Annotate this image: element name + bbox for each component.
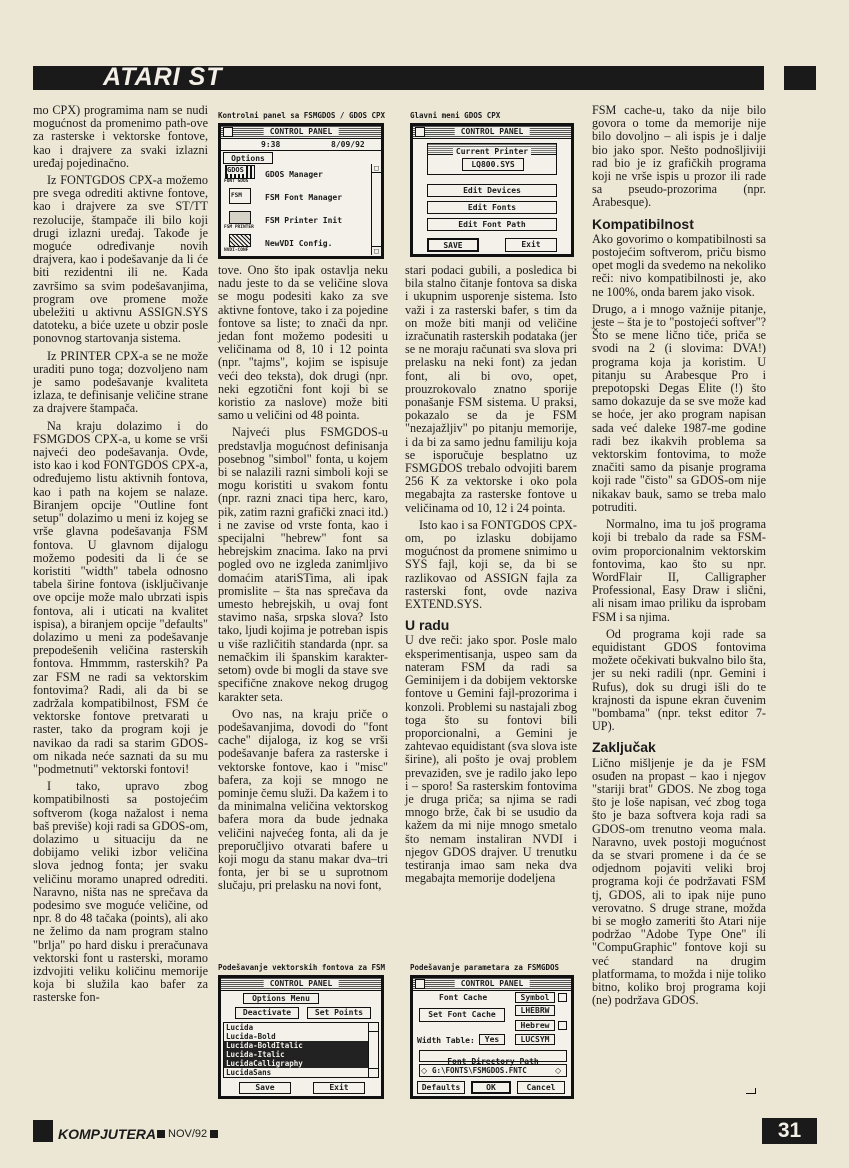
hebrew-file-field[interactable]: LUCSYM	[515, 1034, 555, 1045]
scrollbar[interactable]	[368, 1023, 378, 1077]
paragraph: Ako govorimo o kompatibilnosti sa postojećim softverom, priču bismo opet mogli da svedemo na nekoliko reči: nivo kompatibilnosti je, ako ne 100%, onda barem jako visok.	[592, 231, 766, 299]
scrollbar[interactable]	[371, 164, 381, 255]
font-directory-path-header	[419, 1050, 567, 1066]
printer-group	[427, 143, 557, 175]
symbol-checkbox[interactable]	[558, 993, 567, 1002]
list-item[interactable]	[223, 187, 371, 209]
footer-issue	[154, 1128, 221, 1140]
window-titlebar[interactable]	[413, 126, 571, 139]
set-font-cache-button[interactable]: Set Font Cache	[419, 1008, 505, 1022]
list-item[interactable]	[223, 164, 371, 186]
section-title: ATARI ST	[103, 63, 223, 91]
paragraph: mo CPX) programima nam se nudi mogućnost da promenimo path-ove za rasterske i vektorske fontove, kao i drajvere za svaki izlazni uređaj pojedinačno.	[33, 103, 208, 170]
figure-gdos-cpx	[410, 111, 574, 257]
issue-date: NOV/92	[168, 1128, 208, 1140]
paragraph: Iz FONTGDOS CPX-a možemo pre svega odrediti aktivne fontove, kao i drajvere za sve ST/TT rezolucije, štampače ili bilo koji drugi izlazni uređaj. Takođe je moguće određivanje novih drajvera, kao i podešavanje da li će biti rezidentni ili ne. Kada završimo sa svim podešavanjima, program ove promene može ubeležiti u aktivnu ASSIGN.SYS datoteku, a biće uzete u obzir posle ponovnog startovanja sistema.	[33, 173, 208, 346]
path-right-arrow-icon[interactable]: ◇	[555, 1066, 562, 1075]
width-table-toggle[interactable]: Yes	[479, 1034, 505, 1045]
paragraph: Drugo, a i mnogo važnije pitanje, jeste – šta je to "postojeći softver"? Što se mene lično tiče, priča se svodi na 2 (i slovima: DVA!) programa koja ja koristim. U pitanju su Arabesque Pro i prepotopski Degas Elite (!) što samo dokazuje da se sve može kad se hoće, jer ako program napisan sada već daleke 1987-me godine radi bez ikakvih problema sa vektorskim fontovima, to može značiti samo da pisanje programa koji rade "čisto" sa GDOS-om nije nikakav bauk, samo se treba malo potruditi.	[592, 301, 766, 514]
paragraph: stari podaci gubili, a posledica bi bila stalno čitanje fontova sa diska i ukupnim usporenje sistema. Isto važi i za rasterski bafer, s tim da on može biti manji od veličine izračunatih rasterskih podataka (jer se ne moraju računati sva slova pri prelasku na neki font) za jedan font, ali bi ovo, opet, prouzrokovalo znatno sporije ponašanje FSM sistema. U praksi, pokazalo se da je FSM "nezajažljiv" po pitanju memorije, i da bi za samo jednu familiju koja se isporučuje besplatno uz FSMGDOS trebalo odvojiti barem 256 K za vektorske i oko pola megabajta za rasterske fontove u veličinama od 10, 12 i 24 pointa.	[405, 263, 577, 515]
font-list	[223, 1022, 379, 1078]
font-directory-path-label: Font Directory Path	[447, 1057, 539, 1066]
cpx-name: FSM Font Manager	[265, 193, 343, 202]
window-title: CONTROL PANEL	[264, 979, 339, 988]
text-column-3	[405, 264, 577, 889]
close-box-icon[interactable]	[223, 127, 233, 137]
icon-sublabel: NVDI-CONF	[224, 248, 249, 253]
icon-label: GDOS	[227, 166, 244, 174]
options-menu-button[interactable]: Options Menu	[243, 993, 319, 1004]
path-value: G:\FONTS\FSMGDOS.FNTC	[432, 1066, 527, 1075]
list-item-selected[interactable]: LucidaCalligraphy	[224, 1059, 368, 1068]
figure-fsm-fonts	[218, 963, 384, 1099]
paragraph: Iz PRINTER CPX-a se ne može uraditi puno toga; dozvoljeno nam je samo podešavanje kvaliteta izlaza, te definisanje veličine strane za drajvere štampača.	[33, 348, 208, 416]
cpx-list	[221, 164, 381, 255]
figure-caption: Podešavanje vektorskih fontova za FSM	[218, 963, 386, 972]
icon-sublabel: FONT GDOS	[224, 179, 249, 184]
exit-button[interactable]: Exit	[505, 238, 557, 252]
close-box-icon[interactable]	[415, 979, 425, 989]
width-table-label: Width Table:	[417, 1036, 475, 1045]
window-titlebar[interactable]	[221, 126, 381, 139]
section-header-bar	[33, 63, 816, 91]
cancel-button[interactable]: Cancel	[517, 1081, 565, 1094]
text-column-2	[218, 264, 388, 897]
window-titlebar[interactable]	[221, 978, 381, 991]
scroll-up-icon[interactable]: ◻	[373, 164, 380, 172]
fsmgdos-params-window	[410, 975, 574, 1099]
page-number: 31	[762, 1118, 817, 1144]
deactivate-button[interactable]: Deactivate	[235, 1007, 299, 1019]
paragraph: Od programa koji rade sa equidistant GDOS fontovima možete očekivati bukvalno bilo šta, jer su neki radili (npr. Gemini i Rufus), dok su drugi išli do te krajnosti da ispune ekran čuvenim "bombama" (npr. tekst editor 7-UP).	[592, 626, 766, 734]
edit-devices-button[interactable]: Edit Devices	[427, 184, 557, 197]
ok-button[interactable]: OK	[471, 1081, 511, 1094]
clock-row	[221, 139, 381, 151]
figure-caption: Podešavanje parametara za FSMGDOS	[410, 963, 560, 972]
window-titlebar[interactable]	[413, 978, 571, 991]
clock-date: 8/09/92	[331, 140, 365, 149]
cpx-name: FSM Printer Init	[265, 216, 343, 225]
list-item[interactable]: Lucida-Bold	[226, 1032, 276, 1041]
window-title: CONTROL PANEL	[455, 979, 530, 988]
figure-caption: Glavni meni GDOS CPX	[410, 111, 501, 120]
hebrew-checkbox[interactable]	[558, 1021, 567, 1030]
save-button[interactable]: Save	[239, 1082, 291, 1094]
edit-font-path-button[interactable]: Edit Font Path	[427, 218, 557, 231]
font-cache-label: Font Cache	[439, 993, 488, 1002]
list-item[interactable]: LucidaSans	[226, 1068, 272, 1077]
gdos-cpx-window	[410, 123, 574, 257]
fsm-fonts-window	[218, 975, 384, 1099]
hebrew-label: Hebrew	[515, 1020, 555, 1031]
footer-square	[210, 1130, 218, 1138]
cpx-name: GDOS Manager	[265, 170, 323, 179]
list-item[interactable]	[223, 233, 371, 255]
exit-button[interactable]: Exit	[313, 1082, 365, 1094]
close-box-icon[interactable]	[415, 127, 425, 137]
figure-fsmgdos-params	[410, 963, 574, 1099]
paragraph: U dve reči: jako spor. Posle malo eksperimentisanja, uspeo sam da nateram FSM da radi sa Geminijem i da dobijem vektorske fontove u Gemini fajl-prozorima i konzoli. Problemi su nastajali zbog toga što su fontovi bili proporcionalni, a Gemini je zahtevao equidistant (sva slova iste širine), ali pošto je ovaj problem prevaziđen, sve je radilo jako lepo i – sporo! Sa rasterskim fontovima je druga priča; sa njima se radi mnogo brže, čak bi se usudio da kažem da mi nije mnogo smetalo što nemam instaliran NVDI i njegov GDOS drajver. U trenutku testiranja imao sam neka dva megabajta memorije dodeljena	[405, 633, 577, 886]
window-title: CONTROL PANEL	[455, 127, 530, 136]
list-item[interactable]: Lucida	[226, 1023, 254, 1032]
paragraph: FSM cache-u, tako da nije bilo govora o tome da memorije nije bilo dovoljno – ali ispis je i dalje bio jako spor. Nešto podnošljiviji rad bio je iz grafičkih programa koji ne vrše ispis u prozor ili rade sa pseudo-prozorima (npr. Arabesque).	[592, 103, 766, 210]
path-field[interactable]	[419, 1064, 567, 1077]
section-heading-u-radu: U radu	[405, 617, 450, 634]
end-of-article-mark	[746, 1088, 756, 1094]
section-heading-zakljucak: Zaključak	[592, 739, 656, 756]
paragraph: Ovo nas, na kraju priče o podešavanjima, dovodi do "font cache" dijaloga, iz kog se vrši podešavanje bafera za rasterske i vektorske fontove, kao i "misc" bafera, za koji se mnogo ne pominje čemu služi. Da kažem i to da minimalna veličina vektorskog bafera mora da bude jednaka veličini najvećeg fonta, ali da je preporučljivo otvarati bafere u koji mogu da stanu makar dva–tri fonta, jer bi se u suprotnom slučaju, pri prelasku na novi font,	[218, 706, 388, 893]
cpx-items	[221, 164, 373, 255]
header-notch	[764, 66, 784, 90]
path-left-arrow-icon[interactable]: ◇	[421, 1066, 428, 1075]
paragraph: Na kraju dolazimo i do FSMGDOS CPX-a, u kome se vrši najveći deo podešavanja. Ovde, isto kao i kod FONTGDOS CPX-a, određujemo listu aktivnih fontova, kao i path na kojem se nalaze. Biranjem opcije "Outline font setup" dolazimo u meni iz kojeg se vrše glavna podešavanja FSM fontova. U glavnom dijalogu možemo podesiti da li će se koristiti "width" tabela odnosno tabela širine fontova (isključivanje ove opcije može malo ubrzati ispis fontova, ali i uticati na kvalitet ispisa), a biranjem opcije "defaults" dolazimo u meni za podešavanje prepodešenih veličina rasterskih fontova. Hmmmm, rasterskih? Pa zar FSM ne radi sa vektorskim fontovima? Radi, ali da bi se zadržala kompatibilnost, FSM će vektorske fontove pretvarati u raster, tako da program koji je navikao da radi sa starim GDOS-om nikada neće saznati da su mu "podmetnuti" vektorski fontovi!	[33, 418, 208, 776]
scroll-down-icon[interactable]: ◻	[373, 247, 380, 255]
paragraph: Isto kao i sa FONTGDOS CPX-om, po izlasku dobijamo mogućnost da promene snimimo u SYS fajl, koji se, da bi se razlikovao od ASSIGN fajla za rasterski font, ovde naziva EXTEND.SYS.	[405, 517, 577, 612]
list-item-selected[interactable]: Lucida-BoldItalic	[224, 1041, 368, 1050]
current-printer-label: Current Printer	[453, 147, 531, 156]
clock-time: 9:38	[261, 140, 281, 149]
section-heading-kompatibilnost: Kompatibilnost	[592, 215, 694, 232]
printer-file-field[interactable]: LQ800.SYS	[462, 158, 524, 171]
current-printer-bar	[428, 144, 556, 155]
paragraph: Normalno, ima tu još programa koji bi trebalo da rade sa FSM-ovim proporcionalnim vektorskim fontovima, kao što su npr. WordFlair II, Calligrapher Professional, Easy Draw i slični, ali nisam imao priliku da isprobam FSM i sa njima.	[592, 517, 766, 624]
window-title: CONTROL PANEL	[264, 127, 339, 136]
magazine-logo: KOMPJUTERA	[58, 1126, 157, 1142]
text-column-4	[592, 104, 766, 1011]
paragraph: Najveći plus FSMGDOS-u predstavlja mogućnost definisanja posebnog "simbol" fonta, u kojem bi se nalazili razni simboli koji se mogu koristiti u svakom fontu (npr. razni znaci tipa herc, karo, pik, zatim razni grafički znaci itd.) i ne zavise od vrste fonta, kao i specijalni "hebrew" font sa hebrejskim znacima. Iako na prvi pogled ovo ne izgleda zanimljivo domaćim atariSTima, ali ipak promislite – šta nas sprečava da umesto hebrejskih, u ovaj font stavimo naša, srpska slova? Isto tako, ljudi kojima je potreban ispis u više različitih standarda (npr. sa nemačkim ili španskim karakter-setom) ovde bi mogli da stave sve specifične znakove nekog drugog karakter seta.	[218, 425, 388, 704]
scroll-down-icon[interactable]	[369, 1068, 378, 1077]
defaults-button[interactable]: Defaults	[417, 1081, 465, 1094]
options-row	[221, 151, 381, 164]
paragraph: tove. Ono što ipak ostavlja neku nadu jeste to da se veličine slova se mogu podesiti kako za sve aktivne fontove, tako i za pojedine fontove sa liste; to znači da npr. jedan font možemo podesiti u veličinama od 8, 10 i 12 pointa (npr. "tajms", kojim se ispisuje veći deo teksta), dok drugi (npr. neki egzotični font koji bi se koristio za naslove) može biti samo u veličini od 48 pointa.	[218, 263, 388, 423]
scroll-up-icon[interactable]	[369, 1023, 378, 1032]
figure-control-panel	[218, 111, 384, 259]
set-points-button[interactable]: Set Points	[307, 1007, 371, 1019]
control-panel-window	[218, 123, 384, 259]
list-item-selected[interactable]: Lucida-Italic	[224, 1050, 368, 1059]
symbol-label: Symbol	[515, 992, 555, 1003]
figure-caption: Kontrolni panel sa FSMGDOS / GDOS CPX	[218, 111, 386, 120]
footer-square	[157, 1130, 165, 1138]
icon-label: FSM	[231, 192, 242, 199]
text-column-1	[33, 104, 208, 1009]
footer-block	[33, 1120, 53, 1142]
symbol-file-field[interactable]: LHEBRW	[515, 1005, 555, 1016]
icon-sublabel: FSM PRINTER	[224, 225, 254, 230]
save-button[interactable]: SAVE	[427, 238, 479, 252]
paragraph: I tako, upravo zbog kompatibilnosti sa postojećim softverom (koga nažalost i nema baš previše) koji radi sa GDOS-om, dolazimo u situaciju da ne dobijamo veliki izbor veličina slova jednog fonta; jer svaku veličinu moramo unapred odrediti. Naravno, ništa nas ne sprečava da podesimo sve moguće veličine, od npr. 8 do 48 tačaka (points), ali ako ne želimo da nam program stalno "brlja" po hard disku i preračunava vektorski font u rasterski, moramo izdvojiti veliku količinu memorije koja bi služila kao bafer za rasterske fon-	[33, 779, 208, 1005]
printer-icon	[229, 211, 251, 224]
nvdi-icon	[229, 234, 251, 247]
edit-fonts-button[interactable]: Edit Fonts	[427, 201, 557, 214]
cpx-name: NewVDI Config.	[265, 239, 333, 248]
paragraph: Lično mišljenje je da je FSM osuđen na propast – kao i njegov "stariji brat" GDOS. Ne zbog toga što je loše napisan, već zbog toga što je baza softvera koja radi sa GDOS-om trenutno veoma mala. Naravno, uvek postoji mogućnost da se stvari promene i da će se odjednom pojaviti veliki broj programa koji će podržavati FSM tj, GDOS, ali to ipak nije puno verovatno. S druge strane, možda bi se mogło zameriti što Atari nije podržao "Adobe Type One" ili "CompuGraphic" fontove koji su već standard na drugim platformama, to možda i nije toliko bitno, koliko broj programa koji (ne) podržava GDOS.	[592, 755, 766, 1008]
list-item[interactable]	[223, 210, 371, 232]
options-button[interactable]: Options	[223, 152, 273, 164]
